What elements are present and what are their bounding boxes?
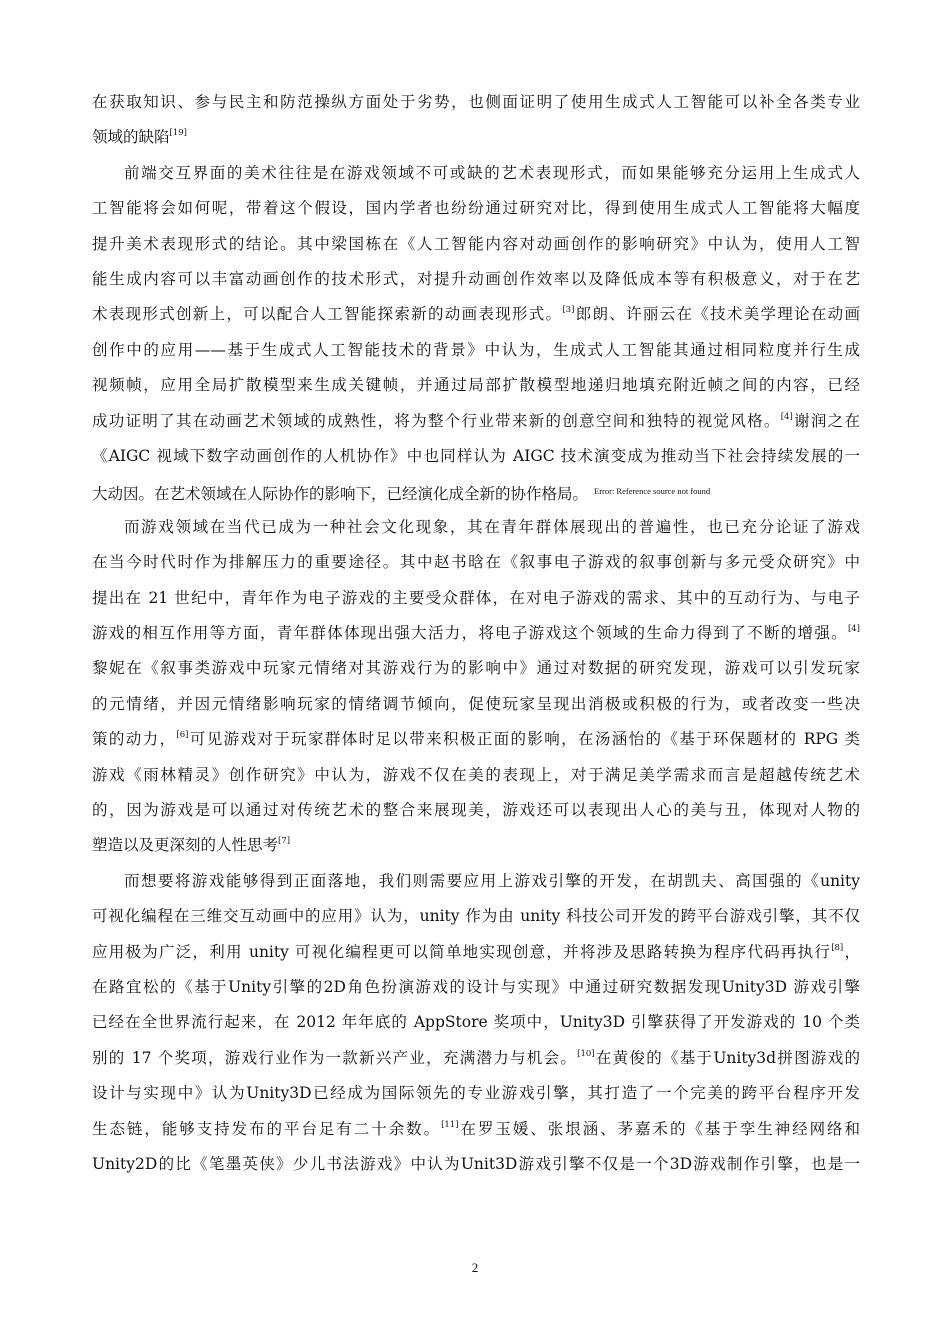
text-line	[92, 729, 860, 749]
text-segment: 的，因为游戏是可以通过对传统艺术的整合来展现美，游戏还可以表现出人心的美与丑，体现对人物的	[92, 801, 860, 819]
text-line	[92, 481, 860, 504]
text-line	[92, 1154, 860, 1174]
text-segment: 的元情绪，并因元情绪影响玩家的情绪调节倾向，促使玩家呈现出消极或积极的行为，或者改变一些决	[92, 694, 860, 713]
text-line	[92, 1083, 860, 1103]
text-segment: 术表现形式创新上，可以配合人工智能探索新的动画表现形式。	[92, 305, 563, 324]
text-segment: 谢润之在	[792, 411, 860, 430]
text-segment: 在路宜松的《基于Unity引擎的2D角色扮演游戏的设计与实现》中通过研究数据发现Unity3D 游戏引擎	[92, 978, 860, 996]
text-segment: 设计与实现中》认为Unity3D已经成为国际领先的专业游戏引擎，其打造了一个完美的跨平台程序开发	[92, 1084, 860, 1103]
text-line	[92, 269, 860, 289]
text-line	[92, 411, 860, 431]
text-segment: 提升美术表现形式的结论。其中梁国栋在《人工智能内容对动画创作的影响研究》中认为，使用人工智	[92, 234, 860, 253]
text-segment: 领域的缺陷	[92, 128, 170, 147]
text-segment: 应用极为广泛，利用 unity 可视化编程更可以简单地实现创意，并将涉及思路转换为程序代码再执行	[92, 942, 832, 961]
text-segment: 在罗玉媛、张垠涵、茅嘉禾的《基于孪生神经网络和	[458, 1119, 860, 1138]
text-segment: 而想要将游戏能够得到正面落地，我们则需要应用上游戏引擎的开发，在胡凯夫、高国强的《unity	[124, 871, 860, 890]
text-line	[92, 906, 860, 926]
text-segment: 黎妮在《叙事类游戏中玩家元情绪对其游戏行为的影响中》通过对数据的研究发现，游戏可以引发玩家	[92, 659, 860, 678]
text-segment: 创作中的应用——基于生成式人工智能技术的背景》中认为，生成式人工智能其通过相同粒度并行生成	[92, 340, 860, 359]
citation-ref: [8]	[831, 942, 844, 953]
text-segment: 塑造以及更深刻的人性思考	[92, 836, 279, 855]
text-segment: 工智能将会如何呢，带着这个假设，国内学者也纷纷通过研究对比，得到使用生成式人工智能将大幅度	[92, 199, 860, 218]
text-segment: 可视化编程在三维交互动画中的应用》认为，unity 作为由 unity 科技公司开发的跨平台游戏引擎，其不仅	[92, 907, 860, 926]
citation-ref: [19]	[169, 128, 187, 139]
text-line	[92, 552, 860, 572]
text-line	[92, 92, 860, 112]
text-segment: 游戏《雨林精灵》创作研究》中认为，游戏不仅在美的表现上，对于满足美学需求而言是超越传统艺术	[92, 765, 860, 784]
text-segment: 在黄俊的《基于Unity3d拼图游戏的	[594, 1048, 860, 1067]
text-line	[92, 694, 860, 714]
text-line	[92, 800, 860, 820]
text-line	[92, 623, 860, 643]
text-segment: 在当今时代时作为排解压力的重要途径。其中赵书晗在《叙事电子游戏的叙事创新与多元受众研究》中	[92, 553, 860, 572]
text-segment: 生态链，能够支持发布的平台足有二十余数。	[92, 1119, 442, 1138]
text-segment: 别的 17 个奖项，游戏行业作为一款新兴产业，充满潜力与机会。	[92, 1048, 578, 1067]
citation-ref: [11]	[441, 1119, 459, 1130]
page-number: 2	[471, 1260, 479, 1275]
text-segment: Unity2D的比《笔墨英侠》少儿书法游戏》中认为Unit3D游戏引擎不仅是一个3D游戏制作引擎，也是一	[92, 1155, 860, 1173]
text-segment: 而游戏领域在当代已成为一种社会文化现象，其在青年群体展现出的普遍性，也已充分论证了游戏	[124, 517, 860, 536]
text-line	[92, 198, 860, 218]
text-line	[92, 340, 860, 360]
text-segment: 在获取知识、参与民主和防范操纵方面处于劣势，也侧面证明了使用生成式人工智能可以补全各类专业	[92, 93, 860, 111]
text-segment: ，	[843, 942, 860, 961]
text-line	[92, 835, 860, 855]
text-segment: 郎朗、许丽云在《技术美学理论在动画	[574, 305, 860, 324]
text-segment: 已经在全世界流行起来，在 2012 年年底的 AppStore 奖项中，Unity3D 引擎获得了开发游戏的 10 个类	[92, 1013, 860, 1032]
text-segment: 可见游戏对于玩家群体时足以带来积极正面的影响，在汤涵怡的《基于环保题材的 RPG 类	[188, 730, 860, 749]
text-line	[92, 304, 860, 324]
text-line	[92, 1012, 860, 1032]
text-line	[92, 1048, 860, 1068]
reference-error: Error: Reference source not found	[594, 486, 711, 497]
citation-ref: [3]	[562, 305, 575, 316]
text-segment: 成功证明了其在动画艺术领域的成熟性，将为整个行业带来新的创意空间和独特的视觉风格。	[92, 411, 781, 430]
text-line	[92, 375, 860, 395]
citation-ref: [4]	[780, 411, 793, 422]
text-line	[92, 127, 860, 147]
text-segment: 游戏的相互作用等方面，青年群体体现出强大活力，将电子游戏这个领域的生命力得到了不断的增强。	[92, 624, 848, 642]
text-segment: 《AIGC 视域下数字动画创作的人机协作》中也同样认为 AIGC 技术演变成为推动当下社会持续发展的一	[92, 447, 860, 465]
text-line	[124, 871, 860, 891]
text-segment: 策的动力，	[92, 730, 177, 749]
citation-ref: [7]	[278, 836, 291, 847]
text-line	[92, 658, 860, 678]
text-line	[124, 517, 860, 537]
text-line	[124, 163, 860, 183]
text-segment: 提出在 21 世纪中，青年作为电子游戏的主要受众群体，在对电子游戏的需求、其中的互动行为、与电子	[92, 588, 860, 607]
text-line	[92, 977, 860, 997]
text-segment: 大动因。在艺术领域在人际协作的影响下，已经演化成全新的协作格局。	[92, 485, 589, 504]
text-line	[92, 588, 860, 608]
text-line	[92, 942, 860, 962]
citation-ref: [10]	[577, 1048, 595, 1059]
text-segment: 前端交互界面的美术往往是在游戏领域不可或缺的艺术表现形式，而如果能够充分运用上生成式人	[124, 163, 860, 182]
text-segment: 视频帧，应用全局扩散模型来生成关键帧，并通过局部扩散模型地递归地填充附近帧之间的内容，已经	[92, 376, 860, 395]
text-segment: 能生成内容可以丰富动画创作的技术形式，对提升动画创作效率以及降低成本等有积极意义，对于在艺	[92, 270, 860, 288]
citation-ref: [6]	[176, 730, 189, 741]
text-line	[92, 1119, 860, 1139]
text-line	[92, 765, 860, 785]
text-line	[92, 234, 860, 254]
citation-ref: [4]	[847, 624, 860, 634]
text-line	[92, 446, 860, 466]
